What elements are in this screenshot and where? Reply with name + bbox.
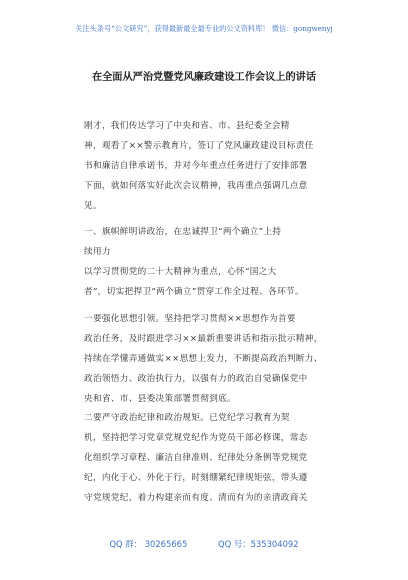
section-heading-1: 一、旗帜鲜明讲政治，在忠诚捍卫“两个确立”上持 续用力 xyxy=(84,227,282,257)
footer-qq-number: QQ 号：535304092 xyxy=(218,539,299,549)
paragraph-point-1: 一要强化思想引领。坚持把学习贯彻××思想作为首要 政治任务，及时跟进学习××最新重要讲话和指示批示精神， 持续在学懂弄通做实××思想上发力，不断提高政治判断力、 政治领悟力、政治执行力，以强有力的政治自觉确保党中 央和省、市、县委决策部署贯彻到底。 xyxy=(84,314,323,404)
paragraph-opening: 刚才，我们传达学习了中央和省、市、县纪委全会精 神，观看了××警示教育片，签订了党风廉政建设目标责任 书和廉洁自律承诺书，并对今年重点任务进行了安排部署 下面，就如何落实好此次会议精神，我再重点强调几点意 见。 xyxy=(84,121,314,211)
document-title: 在全面从严治党暨党风廉政建设工作会议上的讲话 xyxy=(91,71,317,83)
paragraph-section-intro: 以学习贯彻党的二十大精神为重点，心怀“国之大 者”，切实把捍卫“两个确立”贯穿工作全过程、各环节。 xyxy=(84,267,304,297)
footer-contact xyxy=(0,538,408,550)
header-promo-note: 关注头条号“公文研究”，获得最新最全最专业的公文资料库！ 微信：gongwenyj xyxy=(75,24,333,33)
paragraph-point-2: 二要严守政治纪律和政治规矩。已党纪学习教育为契 机，坚持把学习党章党规党纪作为党员干部必修课，常态 化组织学习章程、廉洁自律准则、纪律处分条例等党规党 纪，内化于心、外化于行，时刻绷紧纪律规矩弦，带头遵 守党规党纪，着力构建亲而有度、清而有为的亲清政商关 xyxy=(84,413,308,503)
footer-qq-group: QQ 群： 30265665 xyxy=(109,539,188,549)
